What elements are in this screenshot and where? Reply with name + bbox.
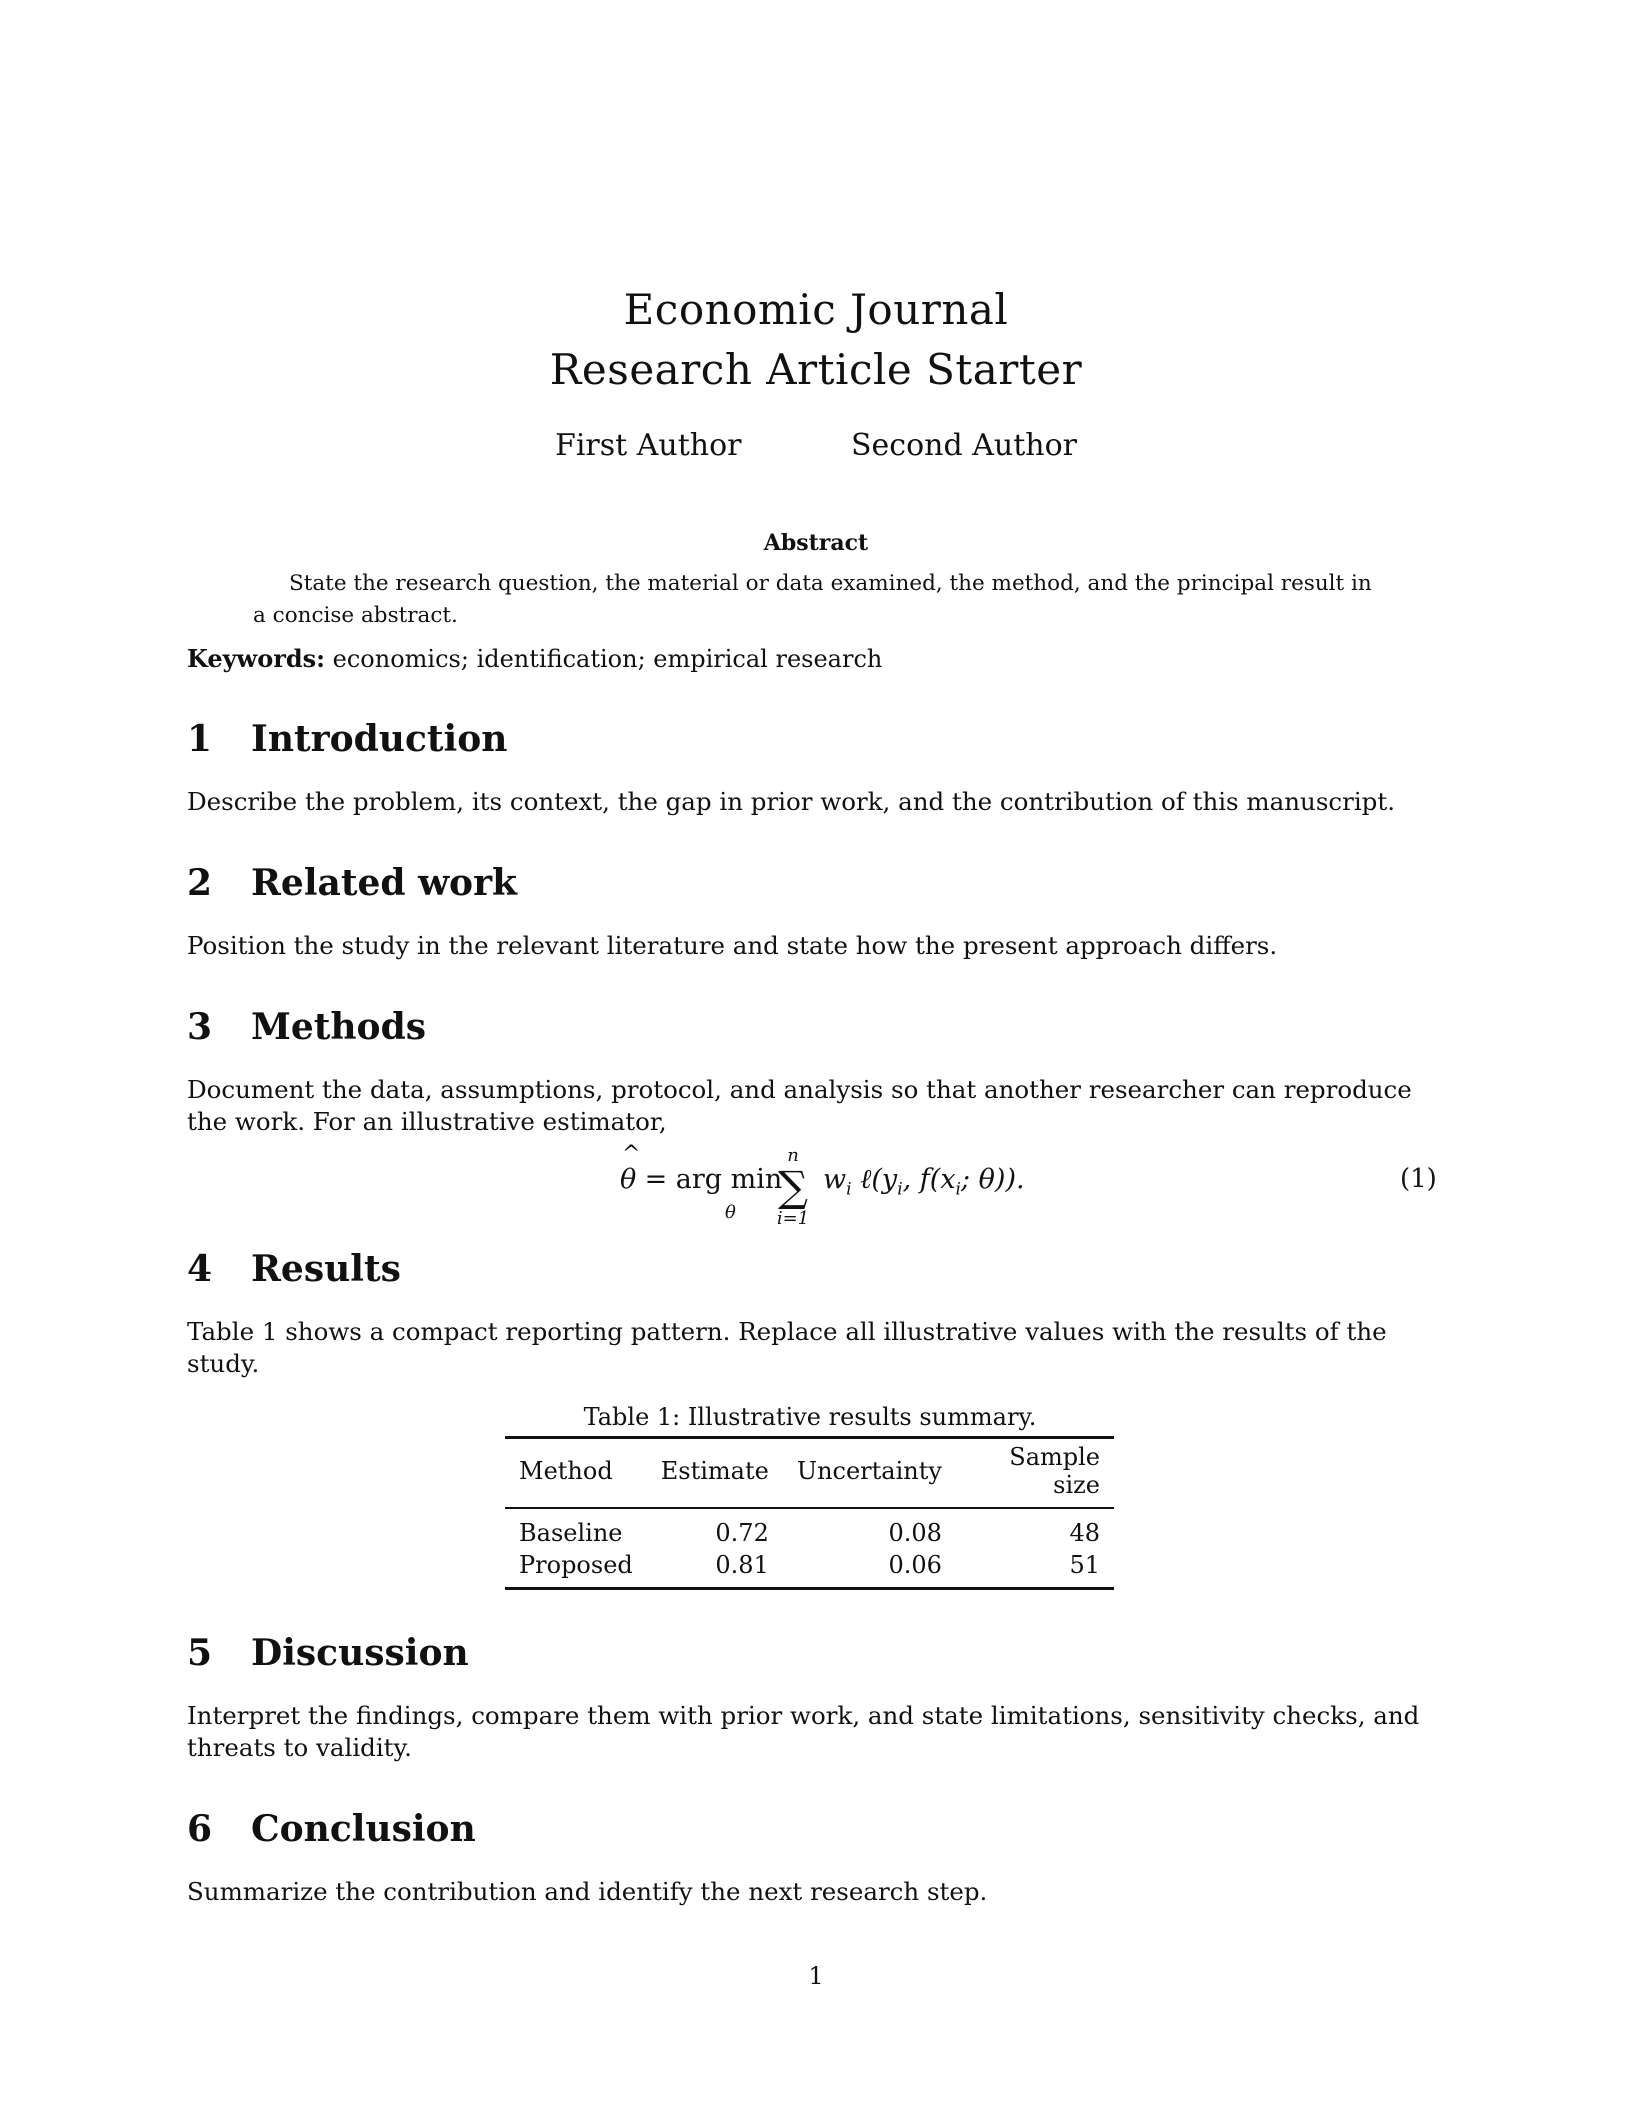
equation-number: (1) (1400, 1164, 1437, 1194)
section-heading-related-work (187, 862, 517, 904)
section-text-results: Table 1 shows a compact reporting pattern. Replace all illustrative values with the results of the study. (187, 1317, 1387, 1378)
table-header-row (505, 1438, 1114, 1509)
table-row (505, 1549, 1114, 1589)
table-header: Method (505, 1438, 647, 1509)
equation-argmin: = arg min (636, 1164, 783, 1195)
equation-body: $w_i$ $\ell(y_i$, $f(x_i$; θ)). (823, 1164, 1025, 1200)
table-cell: Baseline (519, 1519, 623, 1547)
author-first: First Author (555, 428, 742, 463)
section-title: Results (251, 1248, 401, 1290)
paper-title-line-2: Research Article Starter (549, 345, 1083, 394)
paper-title-line-1: Economic Journal (623, 285, 1009, 334)
keywords-text: economics; identification; empirical research (332, 645, 883, 673)
section-text-introduction: Describe the problem, its context, the gap in prior work, and the contribution of this manuscript. (187, 787, 1395, 816)
section-heading-results (187, 1248, 401, 1290)
equation-estimator (620, 1142, 1040, 1232)
equation-sum-bottom: i=1 (776, 1208, 810, 1229)
table-cell: 0.81 (715, 1551, 769, 1579)
section-title: Related work (251, 862, 517, 904)
table-header: Estimate (647, 1438, 783, 1509)
page-number: 1 (808, 1962, 824, 1990)
keywords-label: Keywords: (187, 644, 326, 673)
equation-lhs: θ (620, 1164, 637, 1195)
table-cell: 0.06 (888, 1551, 942, 1579)
table-cell: 48 (1069, 1519, 1100, 1547)
keywords (187, 643, 1447, 675)
table-caption: Table 1: Illustrative results summary. (583, 1403, 1037, 1431)
section-number: 5 (187, 1632, 213, 1674)
table-header: Uncertainty (783, 1438, 956, 1509)
abstract-heading: Abstract (763, 530, 869, 556)
section-heading-conclusion (187, 1808, 476, 1850)
section-title: Introduction (251, 718, 508, 760)
table-cell: 51 (1069, 1551, 1100, 1579)
section-number: 2 (187, 862, 213, 904)
section-text-conclusion: Summarize the contribution and identify the next research step. (187, 1877, 988, 1906)
section-title: Conclusion (251, 1808, 476, 1850)
equation-hat: ^ (622, 1142, 641, 1167)
section-number: 3 (187, 1006, 213, 1048)
results-table (505, 1436, 1114, 1590)
section-number: 6 (187, 1808, 213, 1850)
section-number: 4 (187, 1248, 213, 1290)
equation-sum-symbol: ∑ (778, 1162, 808, 1211)
abstract-text: State the research question, the material or data examined, the method, and the principal result in a concise abstract. (253, 571, 1372, 628)
table-header: Sample size (956, 1438, 1114, 1509)
section-heading-methods (187, 1006, 426, 1048)
section-text-methods: Document the data, assumptions, protocol, and analysis so that another researcher can reproduce the work. For an illustrative estimator, (187, 1075, 1412, 1136)
equation-argmin-sub: θ (725, 1202, 736, 1223)
equation-sum (767, 1146, 819, 1230)
table-cell: 0.72 (715, 1519, 769, 1547)
table-cell: Proposed (519, 1551, 633, 1579)
section-text-related-work: Position the study in the relevant literature and state how the present approach differs. (187, 931, 1278, 960)
section-heading-discussion (187, 1632, 469, 1674)
equation-sum-top: n (787, 1145, 799, 1166)
section-number: 1 (187, 718, 213, 760)
section-text-discussion: Interpret the findings, compare them with prior work, and state limitations, sensitivity checks, and threats to validity. (187, 1701, 1420, 1762)
table-cell: 0.08 (888, 1519, 942, 1547)
section-title: Discussion (251, 1632, 469, 1674)
section-title: Methods (251, 1006, 427, 1048)
author-second: Second Author (851, 428, 1077, 463)
section-heading-introduction (187, 718, 507, 760)
table-row (505, 1508, 1114, 1549)
